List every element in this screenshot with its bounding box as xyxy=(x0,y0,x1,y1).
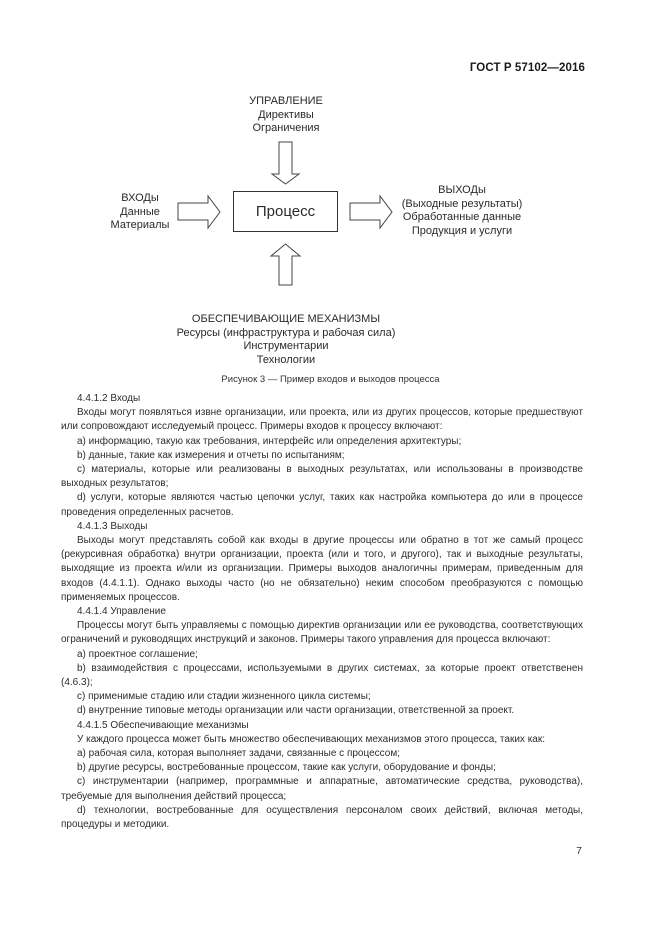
list-item: с) материалы, которые или реализованы в выходных результатах, или использованы в производстве выходных результатов; xyxy=(61,464,583,490)
section-heading: 4.4.1.2 Входы xyxy=(77,393,141,404)
figure-caption: Рисунок 3 — Пример входов и выходов процесса xyxy=(221,374,440,385)
list-item: d) технологии, востребованные для осуществления персоналом своих действий, включая методы, процедуры и методики. xyxy=(61,804,583,831)
mechanism-arrow-icon xyxy=(271,244,300,285)
control-item: Директивы xyxy=(258,108,314,121)
outputs-item: Продукция и услуги xyxy=(411,224,513,237)
standard-code: ГОСТ Р 57102—2016 xyxy=(469,62,585,74)
mechanisms-item: Инструментарии xyxy=(243,340,329,352)
document-body xyxy=(61,392,583,832)
list-item: d) внутренние типовые методы организации или части организации, ответственной за проект. xyxy=(77,705,515,717)
list-item: d) услуги, которые являются частью цепочки услуг, таких как настройка компьютера до или в процессе проведения определенных расчетов. xyxy=(61,492,583,518)
outputs-title: ВЫХОДы xyxy=(438,184,486,196)
input-arrow-icon xyxy=(178,196,220,228)
page-number: 7 xyxy=(576,845,582,857)
section-heading: 4.4.1.4 Управление xyxy=(77,606,166,618)
paragraph: Выходы могут представлять собой как входы в другие процессы или обратно в тот же самый процесс (рекурсивная обработка) внутри организации, проекта (или и того, и другого), так и выходные результаты, выходящие из проекта и/или из организации. Примеры выходов аналогичны примерам, приведенным для входов (4.4.1.1). Однако выходы часто (но не обязательно) неким способом преобразуются с помощью применяемых процессов. xyxy=(61,535,583,603)
list-item: а) рабочая сила, которая выполняет задачи, связанные с процессом; xyxy=(77,748,400,760)
mechanisms-title: ОБЕСПЕЧИВАЮЩИЕ МЕХАНИЗМЫ xyxy=(191,313,381,325)
control-label xyxy=(236,95,336,136)
inputs-label xyxy=(100,192,180,233)
list-item: а) информацию, такую как требования, интерфейс или определения архитектуры; xyxy=(77,435,462,447)
process-label: Процесс xyxy=(255,203,316,220)
inputs-item: Данные xyxy=(120,205,160,218)
control-title: УПРАВЛЕНИЕ xyxy=(249,95,323,107)
mechanisms-item: Технологии xyxy=(256,353,316,366)
list-item: с) применимые стадию или стадии жизненного цикла системы; xyxy=(77,691,371,703)
outputs-item: Обработанные данные xyxy=(402,211,522,223)
inputs-title: ВХОДы xyxy=(121,192,159,204)
paragraph: Процессы могут быть управляемы с помощью директив организации или ее руководства, соответствующих ограничений и руководящих инструкций и законов. Примеры такого управления для процесса включают: xyxy=(61,620,583,646)
outputs-label xyxy=(392,184,532,238)
mechanisms-item: Ресурсы (инфраструктура и рабочая сила) xyxy=(176,326,396,339)
section-heading: 4.4.1.5 Обеспечивающие механизмы xyxy=(77,719,249,731)
inputs-item: Материалы xyxy=(110,219,170,231)
section-heading: 4.4.1.3 Выходы xyxy=(77,520,148,532)
paragraph: У каждого процесса может быть множество обеспечивающих механизмов этого процесса, таких как: xyxy=(77,733,546,745)
list-item: а) проектное соглашение; xyxy=(77,648,198,660)
process-diagram xyxy=(0,0,661,400)
control-item: Ограничения xyxy=(252,122,320,134)
outputs-item: (Выходные результаты) xyxy=(401,197,523,210)
list-item: b) взаимодействия с процессами, используемыми в других системах, за которые проект ответственен (4.6.3); xyxy=(61,662,583,689)
list-item: с) инструментарии (например, программные и аппаратные, автоматические средства, руководства), требуемые для выполнения действий процесса; xyxy=(61,776,583,802)
paragraph: Входы могут появляться извне организации, или проекта, или из других процессов, которые предшествуют или сопровождают исследуемый процесс. Примеры входов к процессу включают: xyxy=(61,407,583,433)
control-arrow-icon xyxy=(272,142,299,184)
mechanisms-label xyxy=(166,313,406,367)
list-item: b) данные, такие как измерения и отчеты по испытаниям; xyxy=(77,449,345,461)
list-item: b) другие ресурсы, востребованные процессом, такие как услуги, оборудование и фонды; xyxy=(77,762,496,774)
output-arrow-icon xyxy=(350,196,392,228)
process-box xyxy=(233,191,338,232)
